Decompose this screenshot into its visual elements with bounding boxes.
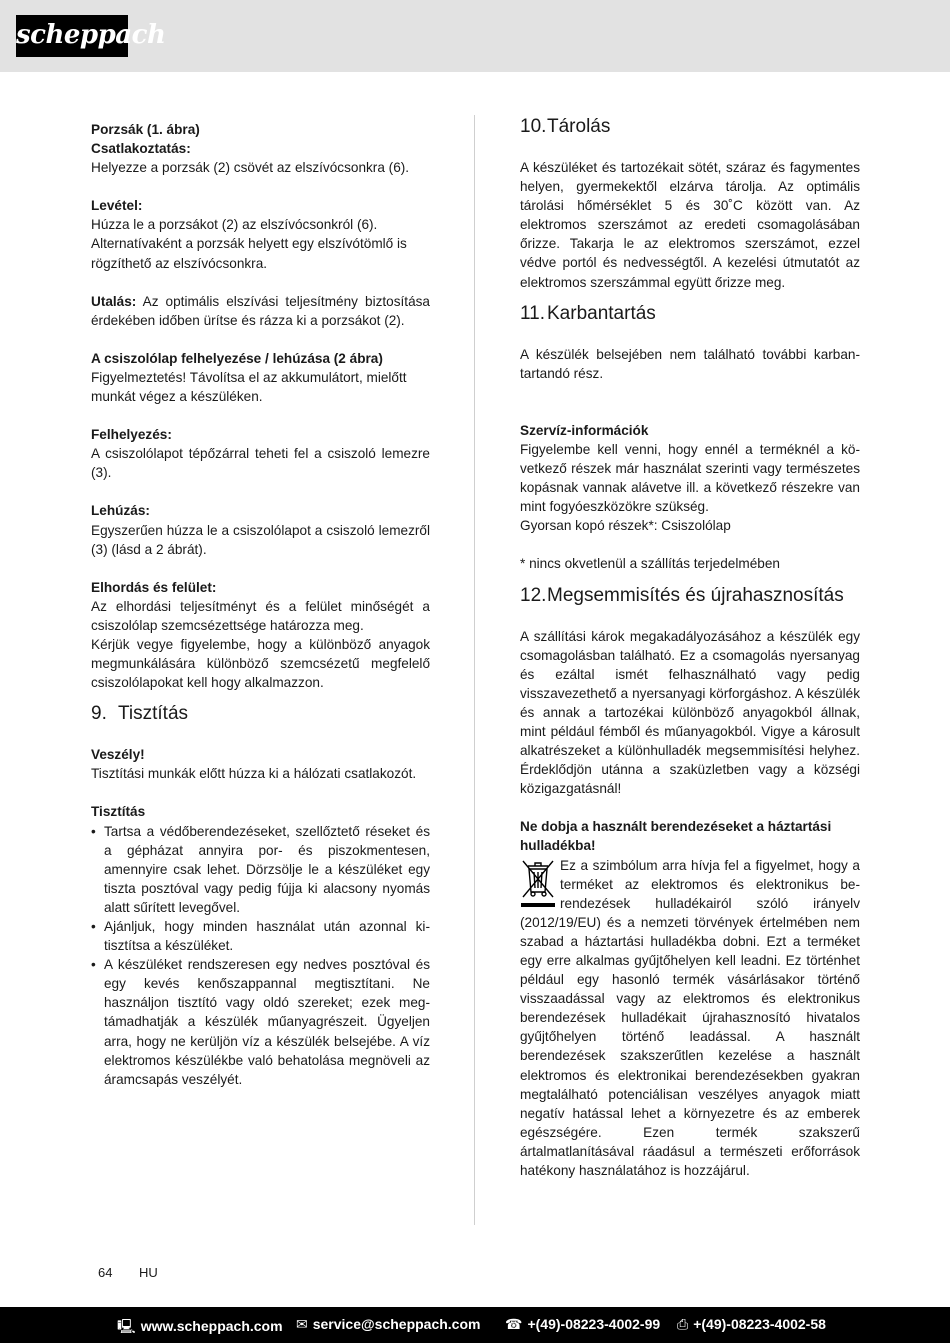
fax-icon: ⎙ bbox=[677, 1316, 689, 1332]
elhordas-text-1: Az elhordási teljesítményt és a felület minőségét a csiszolólap szemcsézettsége határozza meg. bbox=[91, 598, 430, 633]
tarolas-text: A készüléket és tartozékait sötét, száraz és fagymentes helyen, gyermekektől elzárva tárolja. Az optimális tárolási hőmérséklet 5 és 30˚C között van. Az elektromos szerszámot az eredeti csomagolásában őrizze. Takarja le az elektromos szerszámot, ezzel védve portól és nedvességtől. A kezelési útmutatót az elektromos szerszámmal együtt őrizze meg. bbox=[520, 160, 860, 290]
section-10-title: Tárolás bbox=[547, 116, 611, 137]
monitor-icon: 🖳 bbox=[117, 1318, 136, 1334]
tisztitas-list bbox=[91, 822, 430, 1089]
phone-icon: ☎ bbox=[505, 1316, 523, 1332]
crossed-bin-icon bbox=[520, 858, 556, 908]
szerviz-text: Figyelembe kell venni, hogy ennél a terméknél a következő részek már használat szerinti vagy természetes kopásnak vannak alávetve ill. a következő részekre van mint fogyóeszközökre szükség. bbox=[520, 441, 860, 515]
language-code: HU bbox=[139, 1265, 158, 1280]
footer-web-text: www.scheppach.com bbox=[140, 1318, 283, 1334]
footer-email[interactable] bbox=[296, 1316, 480, 1333]
csiszololap-heading: A csiszolólap felhelyezése / lehúzása (2 ábra) bbox=[91, 350, 383, 366]
footer-phone-text: +(49)-08223-4002-99 bbox=[527, 1316, 661, 1332]
lehuzas-heading: Lehúzás: bbox=[91, 503, 150, 519]
section-11-title: Karbantartás bbox=[547, 302, 656, 324]
section-10-number: 10. bbox=[520, 116, 547, 137]
section-12-title: Megsemmisítés és újrahasznosítás bbox=[547, 584, 844, 606]
footer-web[interactable] bbox=[117, 1316, 283, 1340]
csatlakoztatas-heading: Csatlakoztatás: bbox=[91, 141, 191, 157]
page-number: 64 bbox=[98, 1265, 113, 1280]
levetel-heading: Levétel: bbox=[91, 198, 143, 214]
utalas-text: Az optimális elszívási teljesítmény biztosítása érdekében időben ürítse és rázza ki a porzsákot (2). bbox=[91, 293, 430, 328]
utalas-label: Utalás: bbox=[91, 293, 137, 309]
list-item: • Tartsa a védőberendezéseket, szellőztető réseket és a gépházat annyira por- és piszokmentesen, amennyire csak lehet. Dörzsölje le a készüléket egy tiszta posztóval vagy pedig fújja ki alacsony nyomás alatt sűrített levegővel. bbox=[91, 822, 430, 917]
tisztitas-heading: Tisztítás bbox=[91, 804, 146, 820]
list-item: • A készüléket rendszeresen egy nedves posztóval és egy kevés kenőszappannal megtisztítani. Ne használjon tisztító vagy oldó szereket; ezek megtámadhatják a készülék műanyagrészeit. Ügyeljen arra, hogy ne kerüljön víz a készülék belsejébe. A víz elektromos készülékbe való behatolása megnöveli az áramcsapás veszélyét. bbox=[91, 955, 430, 1089]
levetel-text: Húzza le a porzsákot (2) az elszívócsonkról (6). Alternatívaként a porzsák helyett egy elszívótömlő is rögzíthető az elszívócsonkra. bbox=[91, 217, 407, 271]
szerviz-note: * nincs okvetlenül a szállítás terjedelmében bbox=[520, 556, 780, 572]
mail-icon: ✉ bbox=[296, 1316, 308, 1332]
szerviz-parts: Gyorsan kopó részek*: Csiszolólap bbox=[520, 518, 731, 534]
section-9-number: 9. bbox=[91, 703, 107, 725]
lehuzas-text: Egyszerűen húzza le a csiszolólapot a csiszoló lemezről (3) (lásd a 2 ábrát). bbox=[91, 522, 430, 557]
utalas-paragraph bbox=[91, 292, 430, 330]
section-9-title: Tisztítás bbox=[118, 703, 189, 725]
megsemmisites-text: A szállítási károk megakadályozásához a készülék egy csomagolásban található. Ez a csomagolás nyersanyag és ezáltal ismét felhasználható vagy pedig visszavezethető a nyersanyagi körforgáshoz. A készülék és annak a tartozékai különböző anyagokból állnak, mint például fémből és műanyagokból. Vigye a károsult alkatrészeket a különhulladék megsemmisítési helyhez. Érdeklődjön utánna a szaküzletben vagy a községi közigazgatásnál! bbox=[520, 628, 860, 797]
footer-phone bbox=[505, 1316, 660, 1333]
csatlakoztatas-text: Helyezze a porzsák (2) csövét az elszívócsonkra (6). bbox=[91, 160, 410, 176]
section-12-heading bbox=[520, 584, 860, 608]
right-column bbox=[520, 115, 860, 1180]
left-column bbox=[91, 120, 430, 1089]
footer-fax-text: +(49)-08223-4002-58 bbox=[693, 1316, 826, 1332]
elhordas-text-2: Kérjük vegye figyelembe, hogy a különböző anyagok megmunkálására különböző szemcsézetű megfelelő csiszolólapokat kell hogy alkalmazzon. bbox=[91, 636, 430, 691]
ne-dobja-heading: Ne dobja a használt berendezéseket a háztartási hulladékba! bbox=[520, 819, 832, 854]
csiszololap-warning: Figyelmeztetés! Távolítsa el az akkumulátort, mielőtt munkát végez a készüléken. bbox=[91, 369, 407, 405]
section-11-heading bbox=[520, 302, 860, 326]
footer-fax bbox=[677, 1316, 826, 1333]
karbantartas-text: A készülék belsejében nem található további karbantartandó rész. bbox=[520, 346, 860, 381]
veszely-text: Tisztítási munkák előtt húzza ki a hálózati csatlakozót. bbox=[91, 766, 417, 782]
section-9-heading bbox=[91, 702, 430, 726]
page-footer bbox=[0, 1307, 950, 1343]
section-11-number: 11. bbox=[520, 302, 546, 324]
section-10-heading bbox=[520, 115, 860, 139]
brand-logo: scheppach bbox=[16, 15, 128, 57]
section-12-number: 12. bbox=[520, 584, 547, 606]
column-divider bbox=[474, 115, 475, 1225]
porzsak-heading: Porzsák (1. ábra) bbox=[91, 122, 200, 137]
list-item: • Ajánljuk, hogy minden használat után azonnal kitisztítsa a készüléket. bbox=[91, 917, 430, 955]
felhelyezes-heading: Felhelyezés: bbox=[91, 427, 172, 443]
footer-email-text: service@scheppach.com bbox=[312, 1316, 481, 1332]
veszely-heading: Veszély! bbox=[91, 747, 145, 763]
weee-block bbox=[520, 856, 860, 1181]
szerviz-heading: Szervíz-információk bbox=[520, 422, 649, 438]
elhordas-heading: Elhordás és felület: bbox=[91, 579, 217, 595]
page-header bbox=[0, 0, 950, 72]
weee-text: Ez a szimbólum arra hívja fel a figyelmet, hogy a terméket az elektromos és elektronikus berendezések hulladékairól szóló irányelv (2012/19/EU) és a nemzeti törvények értelmében nem szabad a háztartási hulladékba dobni. Ezt a terméket egy erre alkalmas gyűjtőhelyen kell leadni. Ez történhet például egy hasonló termék vásárlásakor történő visszaadással vagy az elektromos és elektronikus berendezések hulladékait újrahasznosító hivatalos gyűjtőhelyen történő leadással. A használt berendezések szakszerűtlen kezelése a használt elektromos és elektronikai berendezésekben gyakran megtalálható potenciálisan veszélyes anyagok miatt negatív hatással lehet a környezetre és az emberek egészségére. Ezen termék szakszerű ártalmatlanításával ráadásul a természeti erőforrások hatékony használatához is hozzájárul. bbox=[520, 857, 860, 1179]
felhelyezes-text: A csiszolólapot tépőzárral teheti fel a csiszoló lemezre (3). bbox=[91, 446, 430, 481]
